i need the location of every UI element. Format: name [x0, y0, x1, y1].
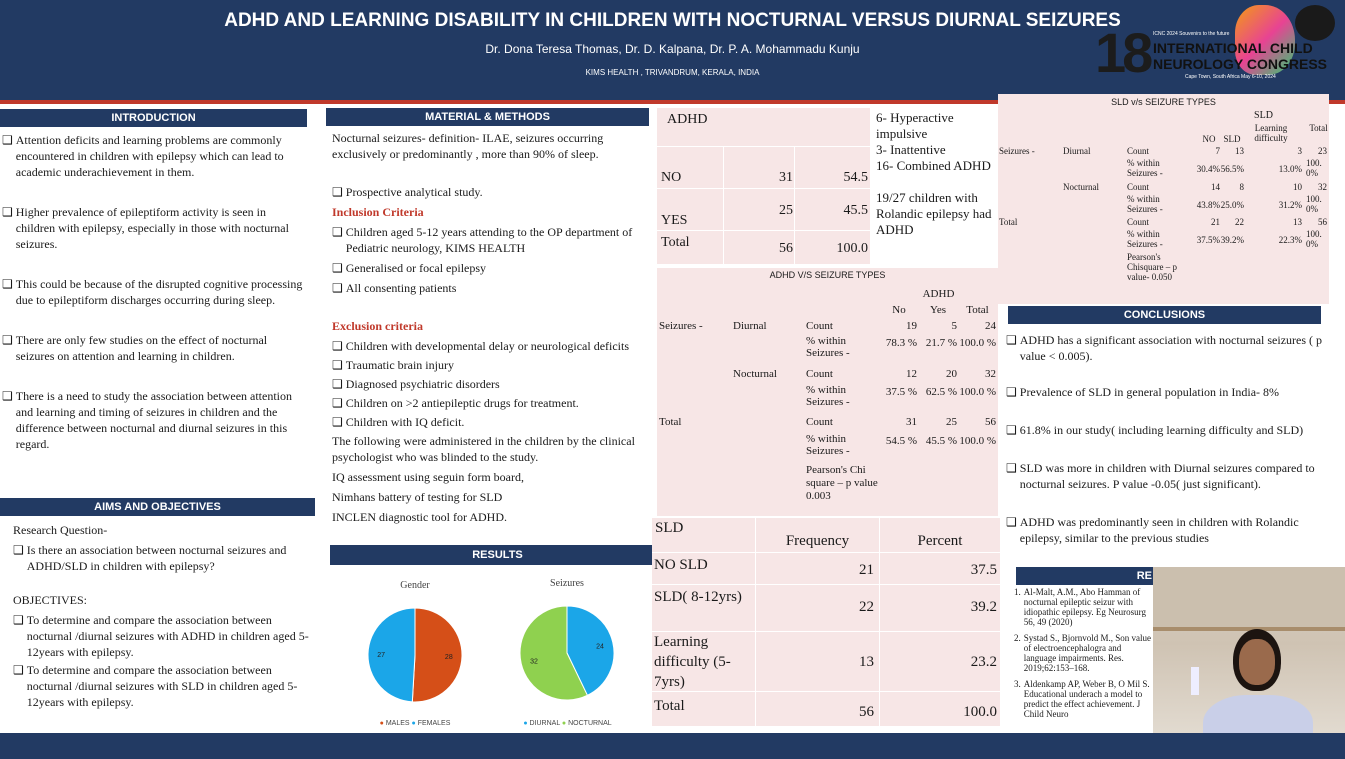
sld-crosstab-title: SLD v/s SEIZURE TYPES [1111, 97, 1216, 107]
adhd-crosstab-title: ADHD V/S SEIZURE TYPES [769, 270, 886, 280]
congress-logo [1095, 5, 1345, 95]
exclusion-heading: Exclusion criteria [332, 319, 423, 333]
cell: 13 [1235, 146, 1244, 156]
seizure-legend: ● DIURNAL ● NOCTURNAL [523, 720, 612, 727]
conclusion-point: ❑ ADHD has a significant association with nocturnal seizures ( p value < 0.005). [1006, 333, 1323, 363]
adhd-subtype-notes [876, 110, 996, 238]
poster-title: ADHD AND LEARNING DISABILITY IN CHILDREN WITH NOCTURNAL VERSUS DIURNAL SEIZURES [224, 10, 1121, 31]
within-label: % within Seizures - [1127, 229, 1163, 249]
introduction-heading: INTRODUCTION [0, 109, 307, 127]
sld-group-label: SLD [1254, 110, 1273, 121]
adhd-row-count: 31 [779, 170, 793, 185]
adhd-row-percent: 54.5 [843, 170, 868, 185]
test-item: IQ assessment using seguin form board, [332, 470, 524, 484]
cell: 45.5 % [925, 435, 957, 447]
inclusion-item: ❑ All consenting patients [332, 281, 457, 295]
cell: 56 [985, 416, 996, 428]
conclusions-list [1006, 332, 1340, 546]
total-label: Total [659, 416, 682, 428]
logo-line1: INTERNATIONAL CHILD [1153, 40, 1313, 56]
sld-row-percent: 23.2 [970, 654, 997, 670]
cell: 56.5% [1220, 164, 1244, 174]
sld-crosstab [998, 94, 1329, 304]
sld-chi-square: Pearson's Chisquare – p value- 0.050 [1127, 252, 1177, 282]
col-header: Total [966, 304, 989, 316]
col-header: No [892, 304, 906, 316]
research-question: ❑ Is there an association between nocturnal seizures and ADHD/SLD in children with epilepsy? [13, 543, 287, 573]
sld-frequency-table [652, 518, 1000, 726]
adhd-crosstab [657, 268, 998, 516]
seizure-pie-chart [512, 598, 622, 708]
cell: 56 [1318, 217, 1327, 227]
cell: 3 [1297, 146, 1302, 156]
objectives-label: OBJECTIVES: [13, 593, 88, 607]
exclusion-item: ❑ Children on >2 antiepileptic drugs for treatment. [332, 396, 579, 410]
aims-heading: AIMS AND OBJECTIVES [0, 498, 315, 516]
nocturnal-label: Nocturnal [733, 368, 777, 380]
conclusion-point: ❑ Prevalence of SLD in general population in India- 8% [1006, 385, 1280, 399]
presenter-video [1153, 567, 1345, 759]
conclusions-heading: CONCLUSIONS [1008, 306, 1321, 324]
cell: 10 [1293, 182, 1302, 192]
within-label: % within Seizures - [806, 335, 850, 359]
test-item: Nimhans battery of testing for SLD [332, 490, 503, 504]
sld-row-label: SLD( 8-12yrs) [654, 589, 742, 605]
methods-design: ❑ Prospective analytical study. [332, 185, 483, 199]
cell: 31 [906, 416, 917, 428]
cell: 43.8% [1196, 200, 1220, 210]
cell: 100.0 % [959, 337, 996, 349]
references-heading: RE [1016, 567, 1156, 585]
inclusion-item: ❑ Generalised or focal epilepsy [332, 261, 487, 275]
adhd-row-label: YES [661, 213, 688, 228]
reference-item: 2. Systad S., Bjornvold M., Son value of electroencephalogra and language impairments. Res. 2019;62:153–168. [1014, 633, 1152, 673]
adhd-row-percent: 45.5 [843, 203, 868, 218]
methods-definition: Nocturnal seizures- definition- ILAE, seizures occurring exclusively or predominantly , more than 90% of sleep. [332, 131, 604, 161]
exclusion-item: ❑ Traumatic brain injury [332, 358, 454, 372]
count-label: Count [806, 320, 833, 332]
intro-point: ❑ Higher prevalence of epileptiform activity is seen in children with epilepsy, especially in those with nocturnal seizures. [2, 205, 289, 251]
cell: 62.5 % [925, 386, 957, 398]
cell: 24 [985, 320, 996, 332]
within-label: % within Seizures - [1127, 158, 1163, 178]
pie-slice [412, 608, 462, 702]
count-label: Count [1127, 217, 1150, 227]
adhd-row-count: 25 [779, 203, 793, 218]
cell: 13 [1293, 217, 1302, 227]
logo-line2: NEUROLOGY CONGRESS [1153, 56, 1327, 72]
adhd-row-count: 56 [779, 241, 793, 256]
adhd-row-label: Total [661, 235, 690, 250]
authors: Dr. Dona Teresa Thomas, Dr. D. Kalpana, Dr. P. A. Mohammadu Kunju [485, 42, 860, 56]
intro-point: ❑ There are only few studies on the effect of nocturnal seizures on attention and learning in children. [2, 333, 268, 363]
sld-row-label: Total [654, 698, 685, 714]
count-label: Count [806, 416, 833, 428]
cell: 100.0% [1306, 229, 1322, 249]
logo-sub: Cape Town, South Africa May 6-10, 2024 [1185, 74, 1276, 80]
inclusion-heading: Inclusion Criteria [332, 205, 424, 219]
adhd-table-label: ADHD [667, 112, 708, 127]
conclusion-point: ❑ ADHD was predominantly seen in children with Rolandic epilepsy, similar to the previous studies [1006, 515, 1299, 545]
logo-number: 18 [1095, 21, 1150, 84]
cell: 39.2% [1220, 235, 1244, 245]
intro-point: ❑ Attention deficits and learning problems are commonly encountered in children with epilepsy which can lead to academic underachievement in them. [2, 133, 284, 179]
pie-data-label: 27 [377, 652, 386, 660]
cell: 25 [946, 416, 957, 428]
aims-body [13, 522, 309, 710]
adhd-row-label: NO [661, 170, 682, 185]
results-heading: RESULTS [330, 545, 665, 565]
sld-table-label: SLD [655, 520, 684, 536]
adhd-frequency-table [657, 108, 870, 264]
sld-row-percent: 39.2 [970, 599, 997, 615]
adhd-note: 3- Inattentive [876, 142, 946, 157]
pie-data-label: 28 [444, 653, 453, 661]
gender-chart-title: Gender [400, 580, 430, 591]
intro-point: ❑ There is a need to study the association between attention and learning and timing of seizures in children and the difference between nocturnal and diurnal seizures in this regard. [2, 389, 293, 451]
sld-row-label: NO SLD [654, 557, 708, 573]
presenter-face [1239, 639, 1275, 685]
objective-item: ❑ To determine and compare the association between nocturnal /diurnal seizures with SLD in children aged 5-12years with epilepsy. [13, 663, 298, 709]
cell: 19 [906, 320, 917, 332]
pie-slice [368, 608, 415, 702]
reference-item: 1. Al-Malt, A.M., Abo Hamman of nocturnal epileptic seizur with idiopathic epilepsy. Eg Neurosurg 56, 49 (2020) [1014, 587, 1146, 627]
cell: 30.4% [1196, 164, 1220, 174]
cell: 32 [985, 368, 996, 380]
sld-row-label: Learning difficulty (5-7yrs) [654, 634, 731, 690]
inclusion-item: ❑ Children aged 5-12 years attending to the OP department of Pediatric neurology, KIMS HEALTH [332, 225, 633, 255]
gender-pie-chart [360, 600, 470, 710]
col-header: Yes [929, 304, 946, 316]
adhd-chi-square: Pearson's Chi square – p value 0.003 [806, 464, 878, 502]
sld-row-frequency: 21 [859, 562, 874, 578]
pie-data-label: 24 [596, 643, 604, 651]
cell: 22 [1235, 217, 1244, 227]
institution: KIMS HEALTH , TRIVANDRUM, KERALA, INDIA [585, 68, 760, 77]
cell: 22.3% [1278, 235, 1302, 245]
within-label: % within Seizures - [1127, 194, 1163, 214]
pie-data-label: 32 [530, 658, 538, 666]
references-list [1014, 587, 1154, 727]
cell: 37.5 % [885, 386, 917, 398]
within-label: % within Seizures - [806, 433, 850, 457]
exclusion-item: ❑ Children with developmental delay or neurological deficits [332, 339, 630, 353]
adhd-note: 16- Combined ADHD [876, 158, 991, 173]
diurnal-label: Diurnal [1063, 146, 1091, 156]
row-group-label: Seizures - [999, 146, 1035, 156]
rolandic-note: 19/27 children with Rolandic epilepsy had ADHD [876, 190, 992, 237]
sld-row-frequency: 13 [859, 654, 874, 670]
conclusion-point: ❑ SLD was more in children with Diurnal seizures compared to nocturnal seizures. P value -0.05( just significant). [1006, 461, 1315, 491]
reference-item: 3. Aldenkamp AP, Weber B, O Mil S. Educational underach a model to predict the effect achievement. J Child Neuro [1014, 679, 1150, 719]
percent-header: Percent [917, 533, 963, 549]
cell: 14 [1211, 182, 1220, 192]
row-group-label: Seizures - [659, 320, 703, 332]
nocturnal-label: Nocturnal [1063, 182, 1099, 192]
cell: 54.5 % [885, 435, 917, 447]
introduction-list [2, 132, 304, 452]
sld-row-frequency: 22 [859, 599, 874, 615]
col-header: NO [1202, 134, 1216, 144]
cell: 7 [1215, 146, 1220, 156]
footer-bar [0, 733, 1345, 759]
cell: 100.0% [1306, 158, 1322, 178]
methods-heading: MATERIAL & METHODS [326, 108, 649, 126]
col-header: Learning difficulty [1254, 123, 1288, 143]
cell: 23 [1318, 146, 1327, 156]
methods-body [332, 130, 650, 525]
exclusion-item: ❑ Diagnosed psychiatric disorders [332, 377, 500, 391]
tests-intro: The following were administered in the children by the clinical psychologist who was blinded to the study. [332, 434, 635, 464]
cell: 100.0 % [959, 386, 996, 398]
cell: 13.0% [1278, 164, 1302, 174]
exclusion-item: ❑ Children with IQ deficit. [332, 415, 465, 429]
sld-row-percent: 100.0 [963, 704, 997, 720]
cell: 20 [946, 368, 957, 380]
cell: 37.5% [1196, 235, 1220, 245]
bottle-icon [1191, 667, 1199, 695]
sld-row-percent: 37.5 [970, 562, 997, 578]
sld-row-frequency: 56 [859, 704, 874, 720]
count-label: Count [1127, 182, 1150, 192]
seizure-chart-title: Seizures [550, 578, 584, 589]
cell: 5 [951, 320, 957, 332]
cell: 12 [906, 368, 917, 380]
research-question-label: Research Question- [13, 523, 108, 537]
adhd-note: 6- Hyperactive impulsive [876, 110, 954, 141]
cell: 25.0% [1220, 200, 1244, 210]
cell: 100.0 % [959, 435, 996, 447]
cell: 78.3 % [885, 337, 917, 349]
cell: 32 [1318, 182, 1327, 192]
col-header: Total [1309, 123, 1328, 133]
test-item: INCLEN diagnostic tool for ADHD. [332, 510, 507, 524]
brain-icon [1295, 5, 1335, 41]
adhd-row-percent: 100.0 [836, 241, 868, 256]
cell: 21 [1211, 217, 1220, 227]
total-label: Total [999, 217, 1018, 227]
logo-top-line: ICNC 2024 Souvenirs to the future [1153, 31, 1230, 37]
cell: 21.7 % [925, 337, 957, 349]
cell: 8 [1239, 182, 1244, 192]
frequency-header: Frequency [785, 533, 850, 549]
objective-item: ❑ To determine and compare the association between nocturnal /diurnal seizures with ADHD in children aged 5-12years with epilepsy. [13, 613, 309, 659]
intro-point: ❑ This could be because of the disrupted cognitive processing due to epileptiform discharges occurring during sleep. [2, 277, 303, 307]
gender-legend: ● MALES ● FEMALES [379, 720, 451, 727]
count-label: Count [806, 368, 833, 380]
count-label: Count [1127, 146, 1150, 156]
cell: 31.2% [1278, 200, 1302, 210]
col-header: SLD [1223, 134, 1241, 144]
within-label: % within Seizures - [806, 384, 850, 408]
diurnal-label: Diurnal [733, 320, 767, 332]
cell: 100.0% [1306, 194, 1322, 214]
adhd-group-label: ADHD [922, 288, 955, 300]
conclusion-point: ❑ 61.8% in our study( including learning difficulty and SLD) [1006, 423, 1304, 437]
